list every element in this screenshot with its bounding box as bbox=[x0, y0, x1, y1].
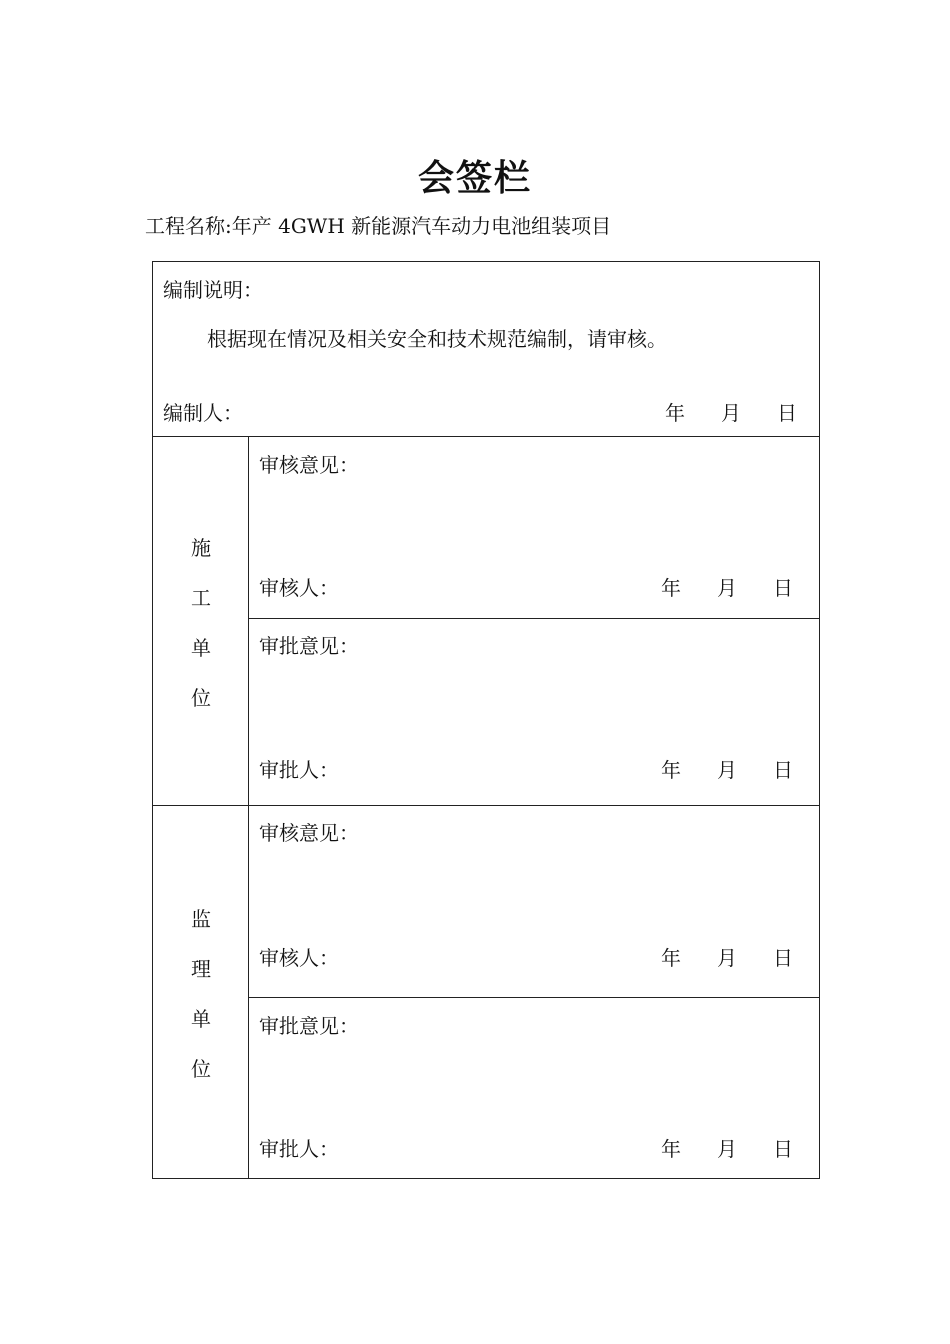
date-day: 日 bbox=[773, 576, 793, 600]
sign-off-form bbox=[152, 261, 820, 1179]
supervision-unit-char: 理 bbox=[191, 957, 211, 981]
construction-review-opinion-label: 审核意见： bbox=[259, 453, 359, 477]
divider-construction bbox=[153, 805, 819, 806]
date-month: 月 bbox=[717, 576, 737, 600]
preparer-label: 编制人： bbox=[163, 401, 243, 425]
construction-reviewer-label: 审核人： bbox=[259, 576, 339, 600]
supervision-approval-opinion-label: 审批意见： bbox=[259, 1014, 359, 1038]
date-year: 年 bbox=[665, 401, 685, 425]
project-name: 工程名称:年产 4GWH 新能源汽车动力电池组装项目 bbox=[145, 214, 612, 238]
supervision-review-opinion-label: 审核意见： bbox=[259, 821, 359, 845]
prep-description: 根据现在情况及相关安全和技术规范编制，请审核。 bbox=[207, 327, 667, 351]
supervision-unit-label bbox=[153, 805, 249, 1178]
divider-prep bbox=[153, 436, 819, 437]
date-month: 月 bbox=[721, 401, 741, 425]
date-month: 月 bbox=[717, 758, 737, 782]
date-month: 月 bbox=[717, 1137, 737, 1161]
supervision-reviewer-label: 审核人： bbox=[259, 946, 339, 970]
construction-approver-label: 审批人： bbox=[259, 758, 339, 782]
date-year: 年 bbox=[661, 1137, 681, 1161]
supervision-approver-label: 审批人： bbox=[259, 1137, 339, 1161]
date-year: 年 bbox=[661, 946, 681, 970]
construction-unit-char: 工 bbox=[191, 586, 211, 610]
construction-unit-char: 位 bbox=[191, 686, 211, 710]
divider-construction-review bbox=[248, 618, 819, 619]
divider-supervision-review bbox=[248, 997, 819, 998]
date-year: 年 bbox=[661, 576, 681, 600]
supervision-unit-char: 单 bbox=[191, 1007, 211, 1031]
date-day: 日 bbox=[773, 946, 793, 970]
prep-heading: 编制说明： bbox=[163, 278, 263, 302]
page-title: 会签栏 bbox=[417, 157, 532, 199]
date-day: 日 bbox=[773, 1137, 793, 1161]
date-day: 日 bbox=[773, 758, 793, 782]
date-day: 日 bbox=[777, 401, 797, 425]
date-month: 月 bbox=[717, 946, 737, 970]
supervision-unit-char: 监 bbox=[191, 907, 211, 931]
construction-approval-opinion-label: 审批意见： bbox=[259, 634, 359, 658]
construction-unit-label bbox=[153, 436, 249, 805]
supervision-unit-char: 位 bbox=[191, 1057, 211, 1081]
construction-unit-char: 单 bbox=[191, 636, 211, 660]
date-year: 年 bbox=[661, 758, 681, 782]
construction-unit-char: 施 bbox=[191, 536, 211, 560]
